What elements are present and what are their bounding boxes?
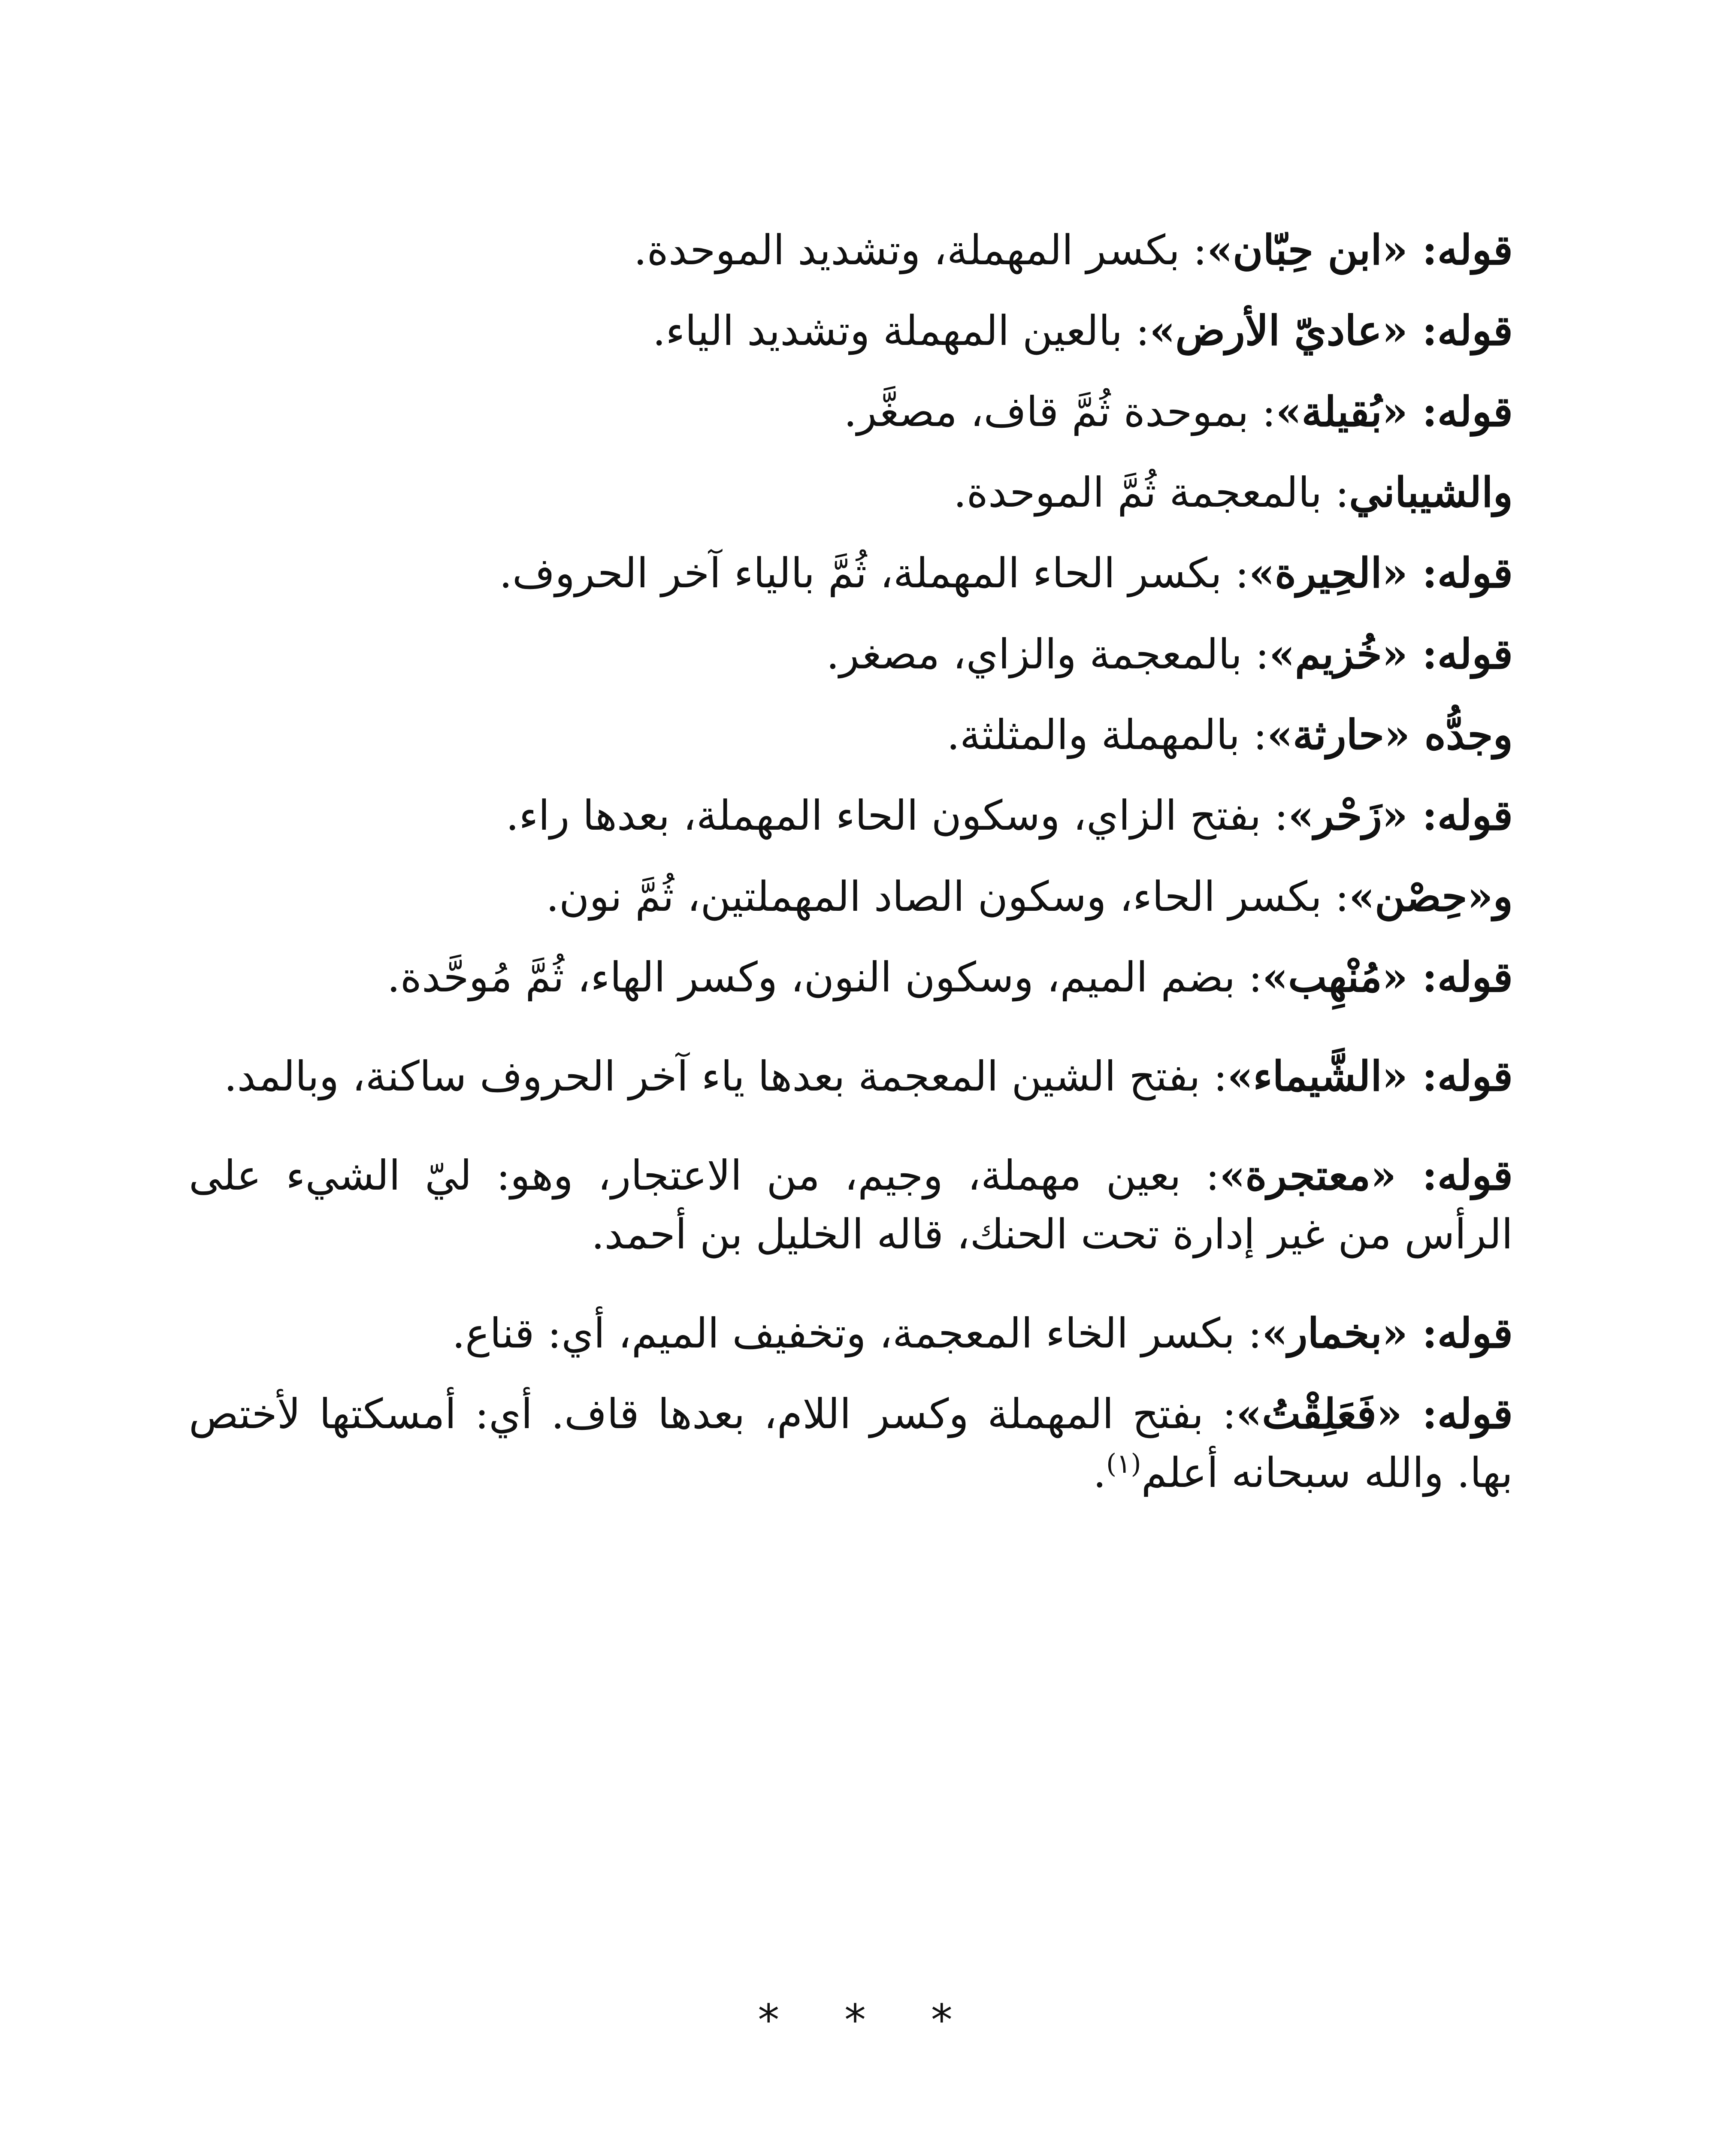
- entry-lead: قوله: «بُقيلة»: [1276, 387, 1513, 436]
- entry-lead: قوله: «خُزيم»: [1269, 629, 1513, 678]
- entry-text: : بكسر الحاء، وسكون الصاد المهملتين، ثُمَّ نون.: [546, 872, 1349, 921]
- entry-text: : بالمعجمة ثُمَّ الموحدة.: [953, 468, 1349, 517]
- entry-text: : بالمهملة والمثلثة.: [947, 710, 1267, 759]
- entry-lead: قوله: «مُنْهِب»: [1262, 952, 1513, 1001]
- entry-lead: قوله: «الشَّيماء»: [1227, 1052, 1513, 1101]
- entry-lead: قوله: «عاديّ الأرض»: [1149, 306, 1513, 355]
- entry-buqayla: [189, 383, 1513, 441]
- entry-mutajira: [189, 1146, 1513, 1263]
- end-period: .: [1093, 1448, 1107, 1497]
- entry-text: : بفتح الزاي، وسكون الحاء المهملة، بعدها راء.: [505, 792, 1288, 840]
- entry-lead: قوله: «بخمار»: [1262, 1309, 1513, 1358]
- entry-text: : بالعين المهملة وتشديد الياء.: [652, 307, 1150, 355]
- entry-haritha: [189, 706, 1513, 764]
- entry-text: : بفتح الشين المعجمة بعدها ياء آخر الحروف ساكنة، وبالمد.: [224, 1052, 1228, 1101]
- entry-text: : بعين مهملة، وجيم، من الاعتجار، وهو: ليّ الشيء على الرأس من غير إدارة تحت الحنك، قاله الخليل بن أحمد.: [189, 1151, 1513, 1258]
- entry-text: : بالمعجمة والزاي، مصغر.: [826, 630, 1270, 678]
- entry-shayma: [189, 1047, 1513, 1106]
- entry-lead: قوله: «الحِيرة»: [1249, 549, 1513, 598]
- entry-text: : بفتح المهملة وكسر اللام، بعدها قاف. أي: أمسكتها لأختص بها. والله سبحانه أعلم: [189, 1390, 1513, 1497]
- entry-faaliqtu: [189, 1385, 1513, 1502]
- entry-text: : بضم الميم، وسكون النون، وكسر الهاء، ثُمَّ مُوحَّدة.: [387, 953, 1263, 1001]
- entry-lead: قوله: «فَعَلِقْتُ»: [1236, 1390, 1513, 1438]
- entry-bikhimar: [189, 1304, 1513, 1363]
- entry-shaybani: [189, 463, 1513, 522]
- entry-khuzaym: [189, 625, 1513, 683]
- entry-hira: [189, 544, 1513, 602]
- entry-text: : بموحدة ثُمَّ قاف، مصغَّر.: [844, 387, 1276, 436]
- entry-lead: قوله: «زَحْر»: [1288, 791, 1513, 840]
- entry-text: : بكسر الحاء المهملة، ثُمَّ بالياء آخر الحروف.: [499, 549, 1249, 598]
- main-text: [189, 221, 1513, 1524]
- section-divider-stars: * * *: [758, 1995, 978, 2045]
- entry-lead: وجدُّه «حارثة»: [1267, 710, 1513, 759]
- entry-hisn: [189, 867, 1513, 926]
- entry-lead: قوله: «معتجرة»: [1219, 1151, 1513, 1200]
- footnote-marker: (١): [1106, 1447, 1141, 1479]
- entry-lead: قوله: «ابن حِبّان»: [1207, 226, 1513, 274]
- entry-text: : بكسر المهملة، وتشديد الموحدة.: [634, 226, 1207, 274]
- entry-lead: والشيباني: [1349, 468, 1513, 517]
- entry-munhib: [189, 948, 1513, 1006]
- entry-adiy-al-ard: [189, 302, 1513, 360]
- entry-ibn-hibban: [189, 221, 1513, 279]
- entry-text: : بكسر الخاء المعجمة، وتخفيف الميم، أي: قناع.: [452, 1309, 1262, 1358]
- entry-zahr: [189, 786, 1513, 845]
- entry-lead: و«حِصْن»: [1349, 872, 1513, 921]
